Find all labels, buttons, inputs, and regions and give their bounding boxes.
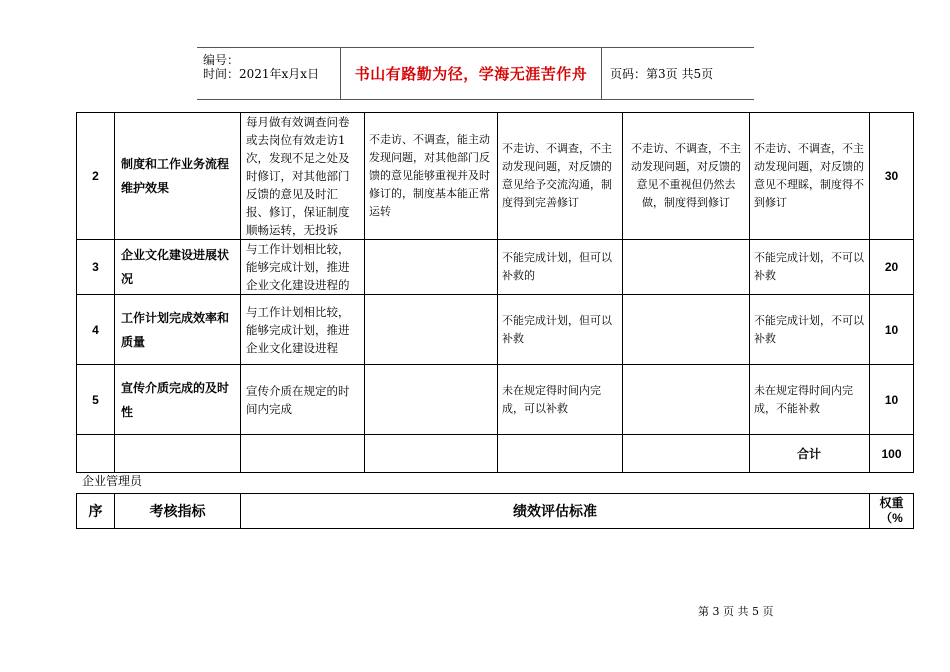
- row-weight: 10: [870, 365, 914, 435]
- row-standard-5: 不能完成计划，不可以补救: [750, 295, 870, 365]
- row-weight: 20: [870, 240, 914, 295]
- row-standard-3: 不能完成计划，但可以补救的: [498, 240, 623, 295]
- row-standard-3: 不走访、不调查，不主动发现问题，对反馈的意见给予交流沟通，制度得到完善修订: [498, 113, 623, 240]
- table-row: [77, 295, 914, 365]
- row-standard-1: 与工作计划相比较，能够完成计划，推进企业文化建设进程的: [241, 240, 365, 295]
- empty-cell: [498, 435, 623, 473]
- row-seq: 2: [77, 113, 115, 240]
- table-row: [77, 240, 914, 295]
- assessment-table-2-header: [76, 493, 914, 529]
- row-standard-5: 不能完成计划，不可以补救: [750, 240, 870, 295]
- page-footer: 第 3 页 共 5 页: [698, 605, 774, 618]
- weight-header-line2: （%: [880, 511, 903, 525]
- row-standard-1: 每月做有效调查问卷或去岗位有效走访1次，发现不足之处及时修订，对其他部门反馈的意见及时汇报、修订，保证制度顺畅运转，无投诉: [241, 113, 365, 240]
- row-seq: 3: [77, 240, 115, 295]
- total-label: 合计: [750, 435, 870, 473]
- page-number-label: 页码：第3页 共5页: [610, 67, 714, 81]
- row-standard-4: [623, 240, 750, 295]
- row-standard-3: 不能完成计划，但可以补救: [498, 295, 623, 365]
- total-row: [77, 435, 914, 473]
- page-header: [197, 47, 754, 100]
- row-standard-5: 不走访、不调查，不主动发现问题，对反馈的意见不理睬，制度得不到修订: [750, 113, 870, 240]
- row-standard-1: 宣传介质在规定的时间内完成: [241, 365, 365, 435]
- row-indicator: 工作计划完成效率和质量: [115, 295, 241, 365]
- total-value: 100: [870, 435, 914, 473]
- row-weight: 10: [870, 295, 914, 365]
- col-weight-header: [870, 494, 914, 529]
- empty-cell: [115, 435, 241, 473]
- row-standard-2: [365, 240, 498, 295]
- row-standard-2: [365, 365, 498, 435]
- empty-cell: [365, 435, 498, 473]
- row-weight: 30: [870, 113, 914, 240]
- weight-header-line1: 权重: [879, 496, 904, 510]
- row-standard-3: 未在规定得时间内完成，可以补救: [498, 365, 623, 435]
- row-standard-5: 未在规定得时间内完成，不能补救: [750, 365, 870, 435]
- row-standard-4: [623, 365, 750, 435]
- row-standard-2: 不走访、不调查，能主动发现问题，对其他部门反馈的意见能够重视并及时修订的，制度基本能正常运转: [365, 113, 498, 240]
- row-indicator: 企业文化建设进展状况: [115, 240, 241, 295]
- time-label: 时间：2021年x月x日: [203, 67, 320, 81]
- header-meta: [197, 48, 340, 99]
- col-seq-header: 序: [77, 494, 115, 529]
- motto: 书山有路勤为径，学海无涯苦作舟: [340, 48, 602, 99]
- empty-cell: [77, 435, 115, 473]
- row-standard-2: [365, 295, 498, 365]
- row-indicator: 制度和工作业务流程维护效果: [115, 113, 241, 240]
- header-row: [77, 494, 914, 529]
- row-indicator: 宣传介质完成的及时性: [115, 365, 241, 435]
- section-title: 企业管理员: [82, 474, 143, 488]
- row-seq: 4: [77, 295, 115, 365]
- number-label: 编号：: [203, 53, 240, 67]
- row-standard-1: 与工作计划相比较，能够完成计划，推进企业文化建设进程: [241, 295, 365, 365]
- assessment-table: [76, 112, 914, 473]
- row-seq: 5: [77, 365, 115, 435]
- empty-cell: [241, 435, 365, 473]
- col-standard-header: 绩效评估标准: [241, 494, 870, 529]
- row-standard-4: 不走访、不调查，不主动发现问题，对反馈的意见不重视但仍然去做，制度得到修订: [623, 113, 750, 240]
- row-standard-4: [623, 295, 750, 365]
- table-row: [77, 113, 914, 240]
- table-row: [77, 365, 914, 435]
- empty-cell: [623, 435, 750, 473]
- col-indicator-header: 考核指标: [115, 494, 241, 529]
